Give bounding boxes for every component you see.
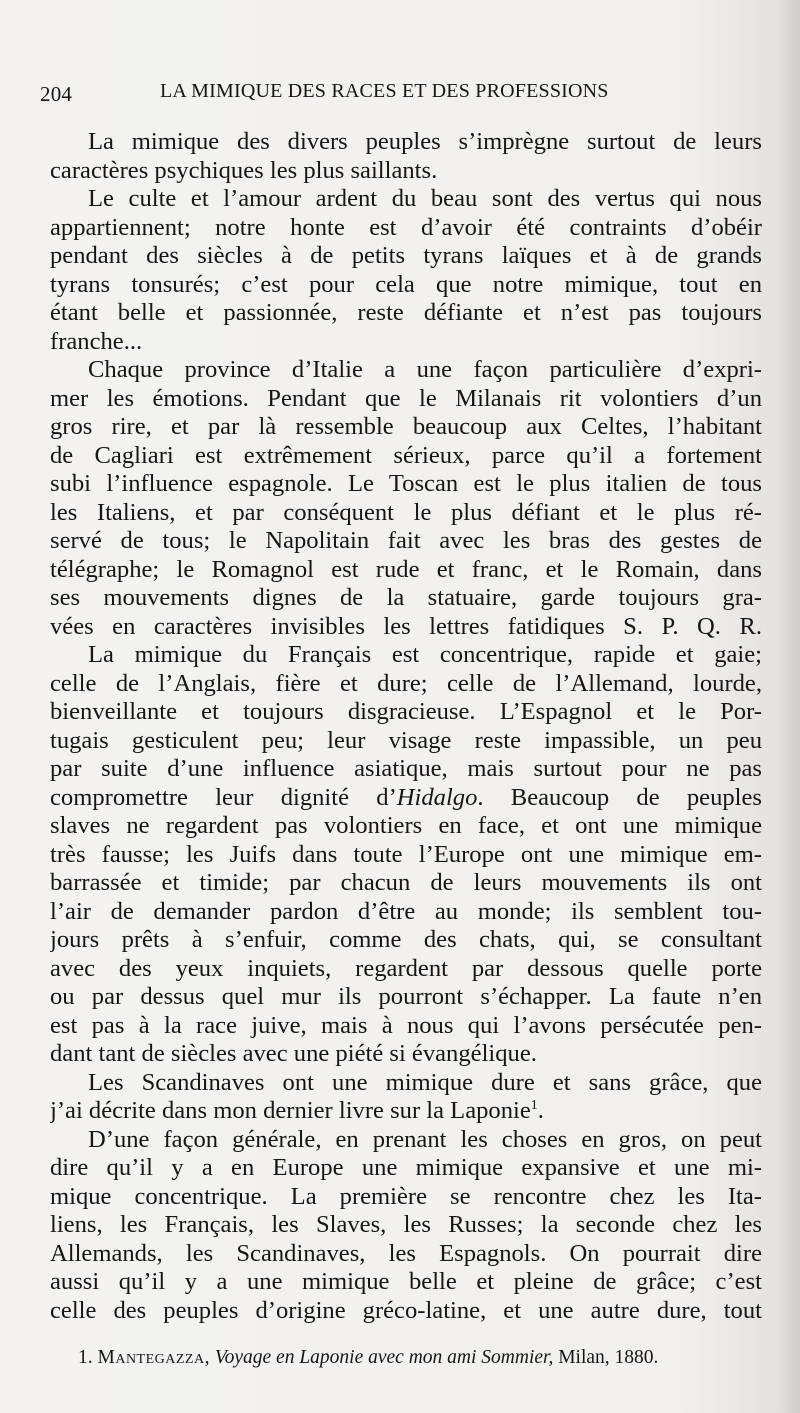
text-line: La mimique du Français est concentrique, rapide et gaie; (88, 641, 762, 668)
footnote-number: 1. (78, 1347, 93, 1368)
text-line: La mimique des divers peuples s’imprègne surtout de leurs (88, 128, 762, 155)
footnote-title: Voyage en Laponie avec mon ami Sommier, (214, 1347, 554, 1368)
text-line: vées en caractères invisibles les lettres fatidiques S. P. Q. R. (50, 612, 762, 640)
text-line: appartiennent; notre honte est d’avoir été contraints d’obéir (50, 213, 762, 241)
text-line: tugais gesticulent peu; leur visage reste impassible, un peu (50, 726, 762, 754)
text-line: mer les émotions. Pendant que le Milanais rit volontiers d’un (50, 384, 762, 412)
page-number: 204 (40, 82, 73, 106)
footnote-ref[interactable]: 1 (530, 1097, 538, 1113)
text-line: les Italiens, et par conséquent le plus défiant et le plus ré- (50, 498, 762, 526)
text-line: caractères psychiques les plus saillants. (50, 156, 438, 184)
text-line: Les Scandinaves ont une mimique dure et sans grâce, que (88, 1068, 762, 1096)
text-line: tyrans tonsurés; c’est pour cela que notre mimique, tout en (50, 270, 762, 298)
text-line: de Cagliari est extrêmement sérieux, parce qu’il a fortement (50, 441, 762, 469)
text-line: très fausse; les Juifs dans toute l’Europe ont une mimique em- (50, 840, 762, 868)
text-line: Allemands, les Scandinaves, les Espagnols. On pourrait dire (50, 1239, 762, 1267)
text-line: barrassée et timide; par chacun de leurs mouvements ils ont (50, 869, 762, 896)
italic-word: Hidalgo (396, 783, 478, 811)
text-line: celle des peuples d’origine gréco-latine, et une autre dure, tout (50, 1296, 762, 1324)
text-line: dant tant de siècles avec une piété si évangélique. (50, 1040, 537, 1067)
text-line (50, 1097, 762, 1126)
text-line: aussi qu’il y a une mimique belle et pleine de grâce; c’est (50, 1268, 762, 1295)
text-line: avec des yeux inquiets, regardent par dessous quelle porte (50, 954, 762, 982)
text-line: télégraphe; le Romagnol est rude et franc, et le Romain, dans (50, 555, 762, 583)
footnote (78, 1347, 738, 1369)
footnote-author: Mantegazza, (97, 1347, 210, 1368)
running-title: LA MIMIQUE DES RACES ET DES PROFESSIONS (160, 80, 609, 102)
text-line: bienveillante et toujours disgracieuse. L’Espagnol et le Por- (50, 698, 762, 725)
text-line: liens, les Français, les Slaves, les Russes; la seconde chez les (50, 1211, 762, 1238)
text-line: subi l’influence espagnole. Le Toscan est le plus italien de tous (50, 470, 762, 497)
text-line: D’une façon générale, en prenant les choses en gros, on peut (88, 1125, 762, 1153)
running-head (40, 76, 760, 108)
text-line: ou par dessus quel mur ils pourront s’échapper. La faute n’en (50, 983, 762, 1010)
text-line: jours prêts à s’enfuir, comme des chats, qui, se consultant (50, 926, 762, 953)
text-line: gros rire, et par là ressemble beaucoup aux Celtes, l’habitant (50, 413, 762, 440)
text-line: par suite d’une influence asiatique, mais surtout pour ne pas (50, 755, 762, 782)
text-line: slaves ne regardent pas volontiers en face, et ont une mimique (50, 812, 762, 839)
text-line (50, 784, 762, 813)
text-line: ses mouvements dignes de la statuaire, garde toujours gra- (50, 584, 762, 611)
text-line: pendant des siècles à de petits tyrans laïques et à de grands (50, 242, 762, 269)
text-line: mique concentrique. La première se rencontre chez les Ita- (50, 1182, 762, 1210)
text-fragment: compromettre leur dignité d’ (50, 783, 397, 811)
body-text (50, 128, 762, 1325)
text-fragment: j’ai décrite dans mon dernier livre sur la Laponie (50, 1097, 531, 1124)
text-line: est pas à la race juive, mais à nous qui l’avons persécutée pen- (50, 1011, 762, 1039)
text-line: celle de l’Anglais, fière et dure; celle de l’Allemand, lourde, (50, 669, 762, 697)
text-line: dire qu’il y a en Europe une mimique expansive et une mi- (50, 1154, 762, 1181)
text-line: servé de tous; le Napolitain fait avec les bras des gestes de (50, 527, 762, 554)
text-line: franche... (50, 327, 143, 355)
text-line: l’air de demander pardon d’être au monde; ils semblent tou- (50, 897, 762, 925)
text-line: étant belle et passionnée, reste défiante et n’est pas toujours (50, 299, 762, 326)
text-line: Chaque province d’Italie a une façon particulière d’expri- (88, 356, 762, 383)
text-line: Le culte et l’amour ardent du beau sont des vertus qui nous (88, 185, 762, 212)
text-fragment: . (537, 1097, 544, 1124)
text-fragment: . Beaucoup de peuples (477, 783, 762, 811)
footnote-rest: Milan, 1880. (558, 1347, 659, 1368)
